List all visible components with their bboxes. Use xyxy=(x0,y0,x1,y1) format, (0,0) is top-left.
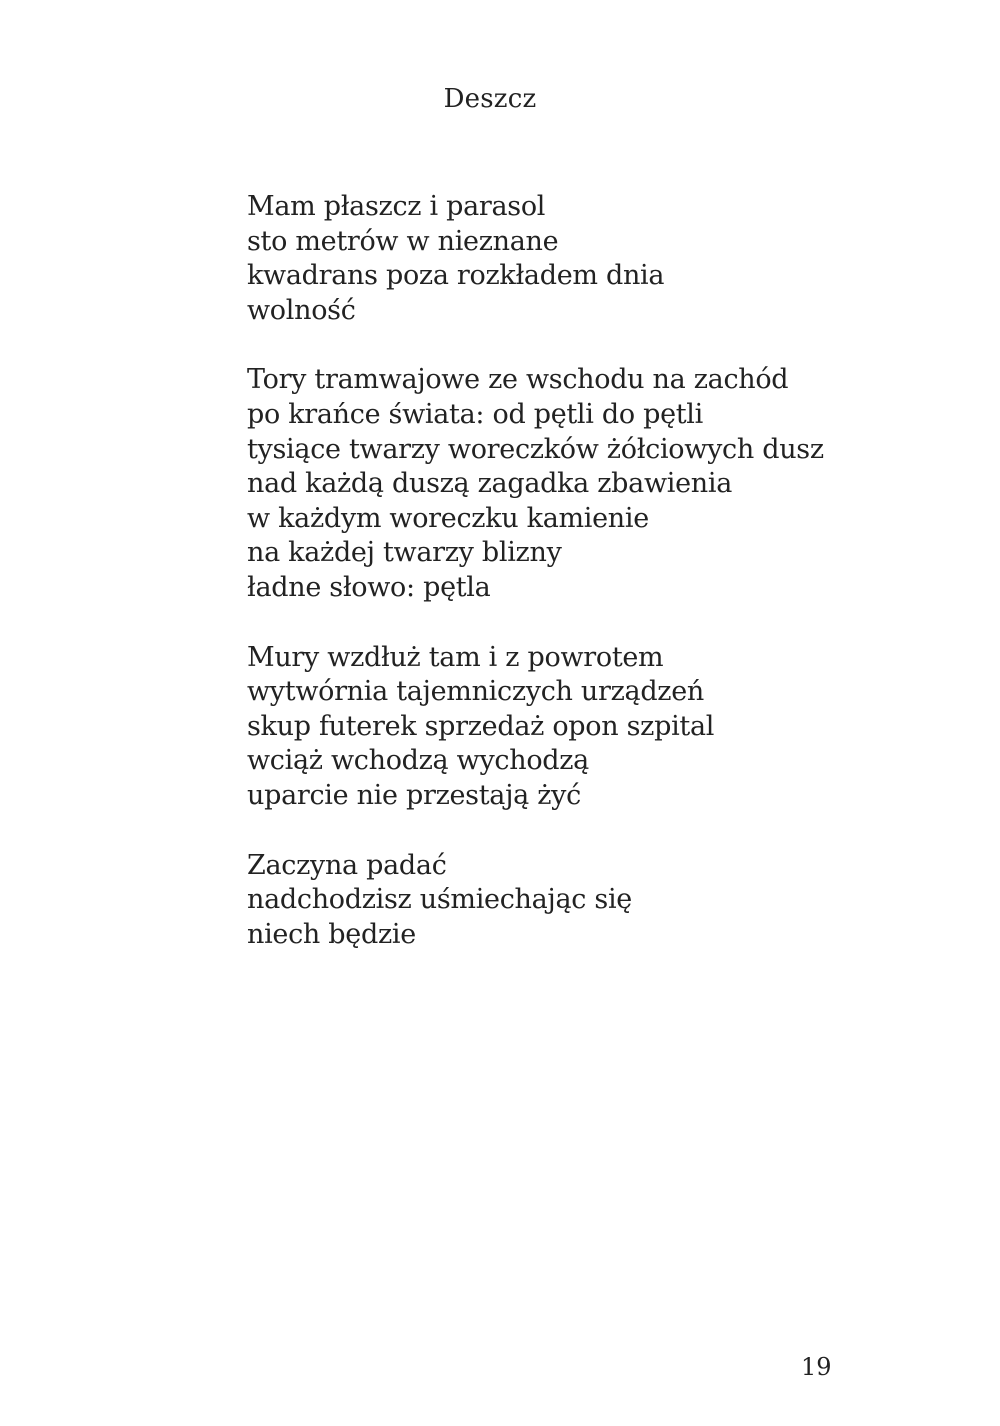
poem-line: kwadrans poza rozkładem dnia xyxy=(247,260,665,292)
poem-line: na każdej twarzy blizny xyxy=(247,537,562,569)
poem-line: niech będzie xyxy=(247,918,416,950)
poem-line: wytwórnia tajemniczych urządzeń xyxy=(247,676,705,708)
page-number: 19 xyxy=(801,1353,832,1381)
poem-line: skup futerek sprzedaż opon szpital xyxy=(247,710,715,742)
poem-line: nad każdą duszą zagadka zbawienia xyxy=(247,468,733,500)
poem-line: Tory tramwajowe ze wschodu na zachód xyxy=(247,364,789,396)
poem-title: Deszcz xyxy=(443,84,537,114)
stanza-4 xyxy=(247,849,947,953)
stanza-1 xyxy=(247,190,947,328)
poem-line: sto metrów w nieznane xyxy=(247,225,559,257)
poem-line: po krańce świata: od pętli do pętli xyxy=(247,398,703,430)
poem-line: tysiące twarzy woreczków żółciowych dusz xyxy=(247,433,824,465)
poem-body xyxy=(247,190,947,952)
poem-line: Mam płaszcz i parasol xyxy=(247,191,546,222)
poem-line: Mury wzdłuż tam i z powrotem xyxy=(247,641,664,673)
poem-line: wciąż wchodzą wychodzą xyxy=(247,745,589,777)
poem-line: w każdym woreczku kamienie xyxy=(247,502,649,534)
stanza-3 xyxy=(247,641,947,814)
poem-line: uparcie nie przestają żyć xyxy=(247,779,581,811)
poem-line: Zaczyna padać xyxy=(247,849,447,881)
poem-line: wolność xyxy=(247,294,356,326)
poem-line: ładne słowo: pętla xyxy=(247,571,491,603)
poem-line: nadchodzisz uśmiechając się xyxy=(247,884,632,916)
stanza-2 xyxy=(247,363,947,605)
